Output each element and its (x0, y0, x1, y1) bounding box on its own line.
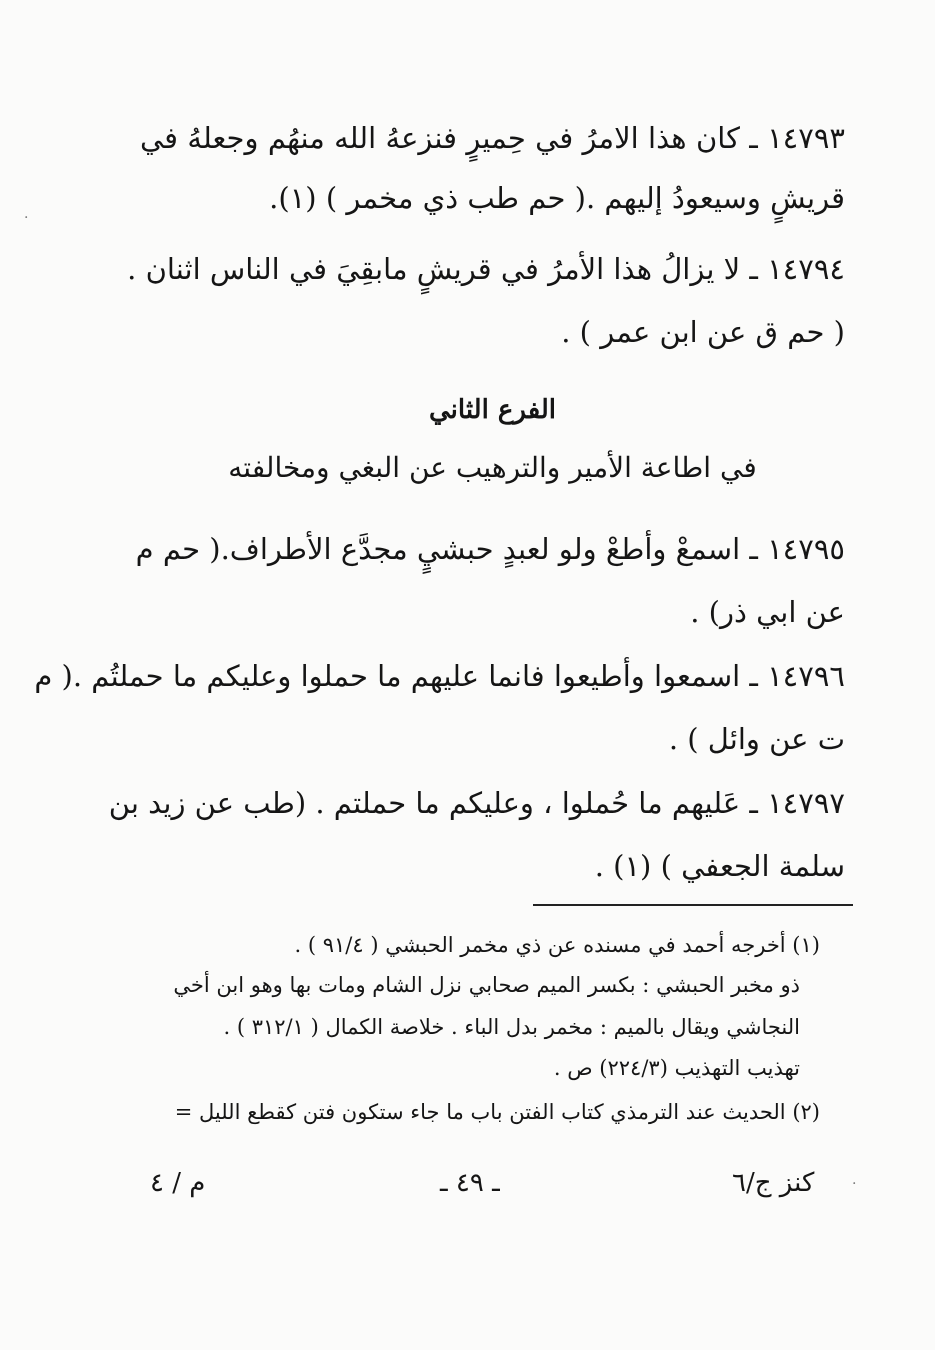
hadith-14796-line-2: ت عن وائل ) . (668, 722, 845, 756)
footnote-separator (533, 904, 853, 906)
footnote-1-line-3: النجاشي ويقال بالميم : مخمر بدل الباء . خلاصة الكمال ( ٣١٢/١ ) . (223, 1015, 800, 1039)
hadith-14795-line-2: عن ابي ذر) . (690, 595, 845, 629)
hadith-14797-line-2: سلمة الجعفي ) (١) . (594, 849, 845, 883)
footnote-1-line-1: (١) أخرجه أحمد في مسنده عن ذي مخمر الحبشي ( ٩١/٤ ) . (294, 933, 820, 957)
page-number: ـ ٤٩ ـ (440, 1168, 500, 1198)
hadith-14794-line-2: ( حم ق عن ابن عمر ) . (561, 315, 845, 349)
section-title: الفرع الثاني (428, 395, 557, 425)
scan-speck: . (852, 1172, 857, 1188)
footnote-2-line-1: (٢) الحديث عند الترمذي كتاب الفتن باب ما جاء ستكون فتن كقطع الليل = (174, 1100, 820, 1124)
folio-left: م / ٤ (150, 1168, 206, 1198)
hadith-14797-line-1: ١٤٧٩٧ ـ عَليهم ما حُملوا ، وعليكم ما حملتم . (طب عن زيد بن (108, 786, 845, 820)
hadith-14796-line-1: ١٤٧٩٦ ـ اسمعوا وأطيعوا فانما عليهم ما حملوا وعليكم ما حملتُم .( م (34, 659, 845, 693)
hadith-14793-line-1: ١٤٧٩٣ ـ كان هذا الامرُ في حِميرٍ فنزعهُ الله منهُم وجعلهُ في (140, 121, 845, 155)
footnote-1-line-2: ذو مخبر الحبشي : بكسر الميم صحابي نزل الشام ومات بها وهو ابن أخي (173, 973, 800, 997)
folio-right: كنز ج/٦ (732, 1168, 815, 1198)
footnote-1-line-4: تهذيب التهذيب (٢٢٤/٣) ص . (553, 1056, 800, 1080)
hadith-14793-line-2: قريشٍ وسيعودُ إليهم .( حم طب ذي مخمر ) (١). (269, 181, 845, 215)
scan-speck: · (24, 210, 29, 226)
hadith-14794-line-1: ١٤٧٩٤ ـ لا يزالُ هذا الأمرُ في قريشٍ مابقِيَ في الناس اثنان . (127, 252, 845, 286)
hadith-14795-line-1: ١٤٧٩٥ ـ اسمعْ وأطعْ ولو لعبدٍ حبشيٍ مجدَّع الأطراف.( حم م (135, 532, 845, 566)
section-subtitle: في اطاعة الأمير والترهيب عن البغي ومخالفته (228, 451, 757, 484)
